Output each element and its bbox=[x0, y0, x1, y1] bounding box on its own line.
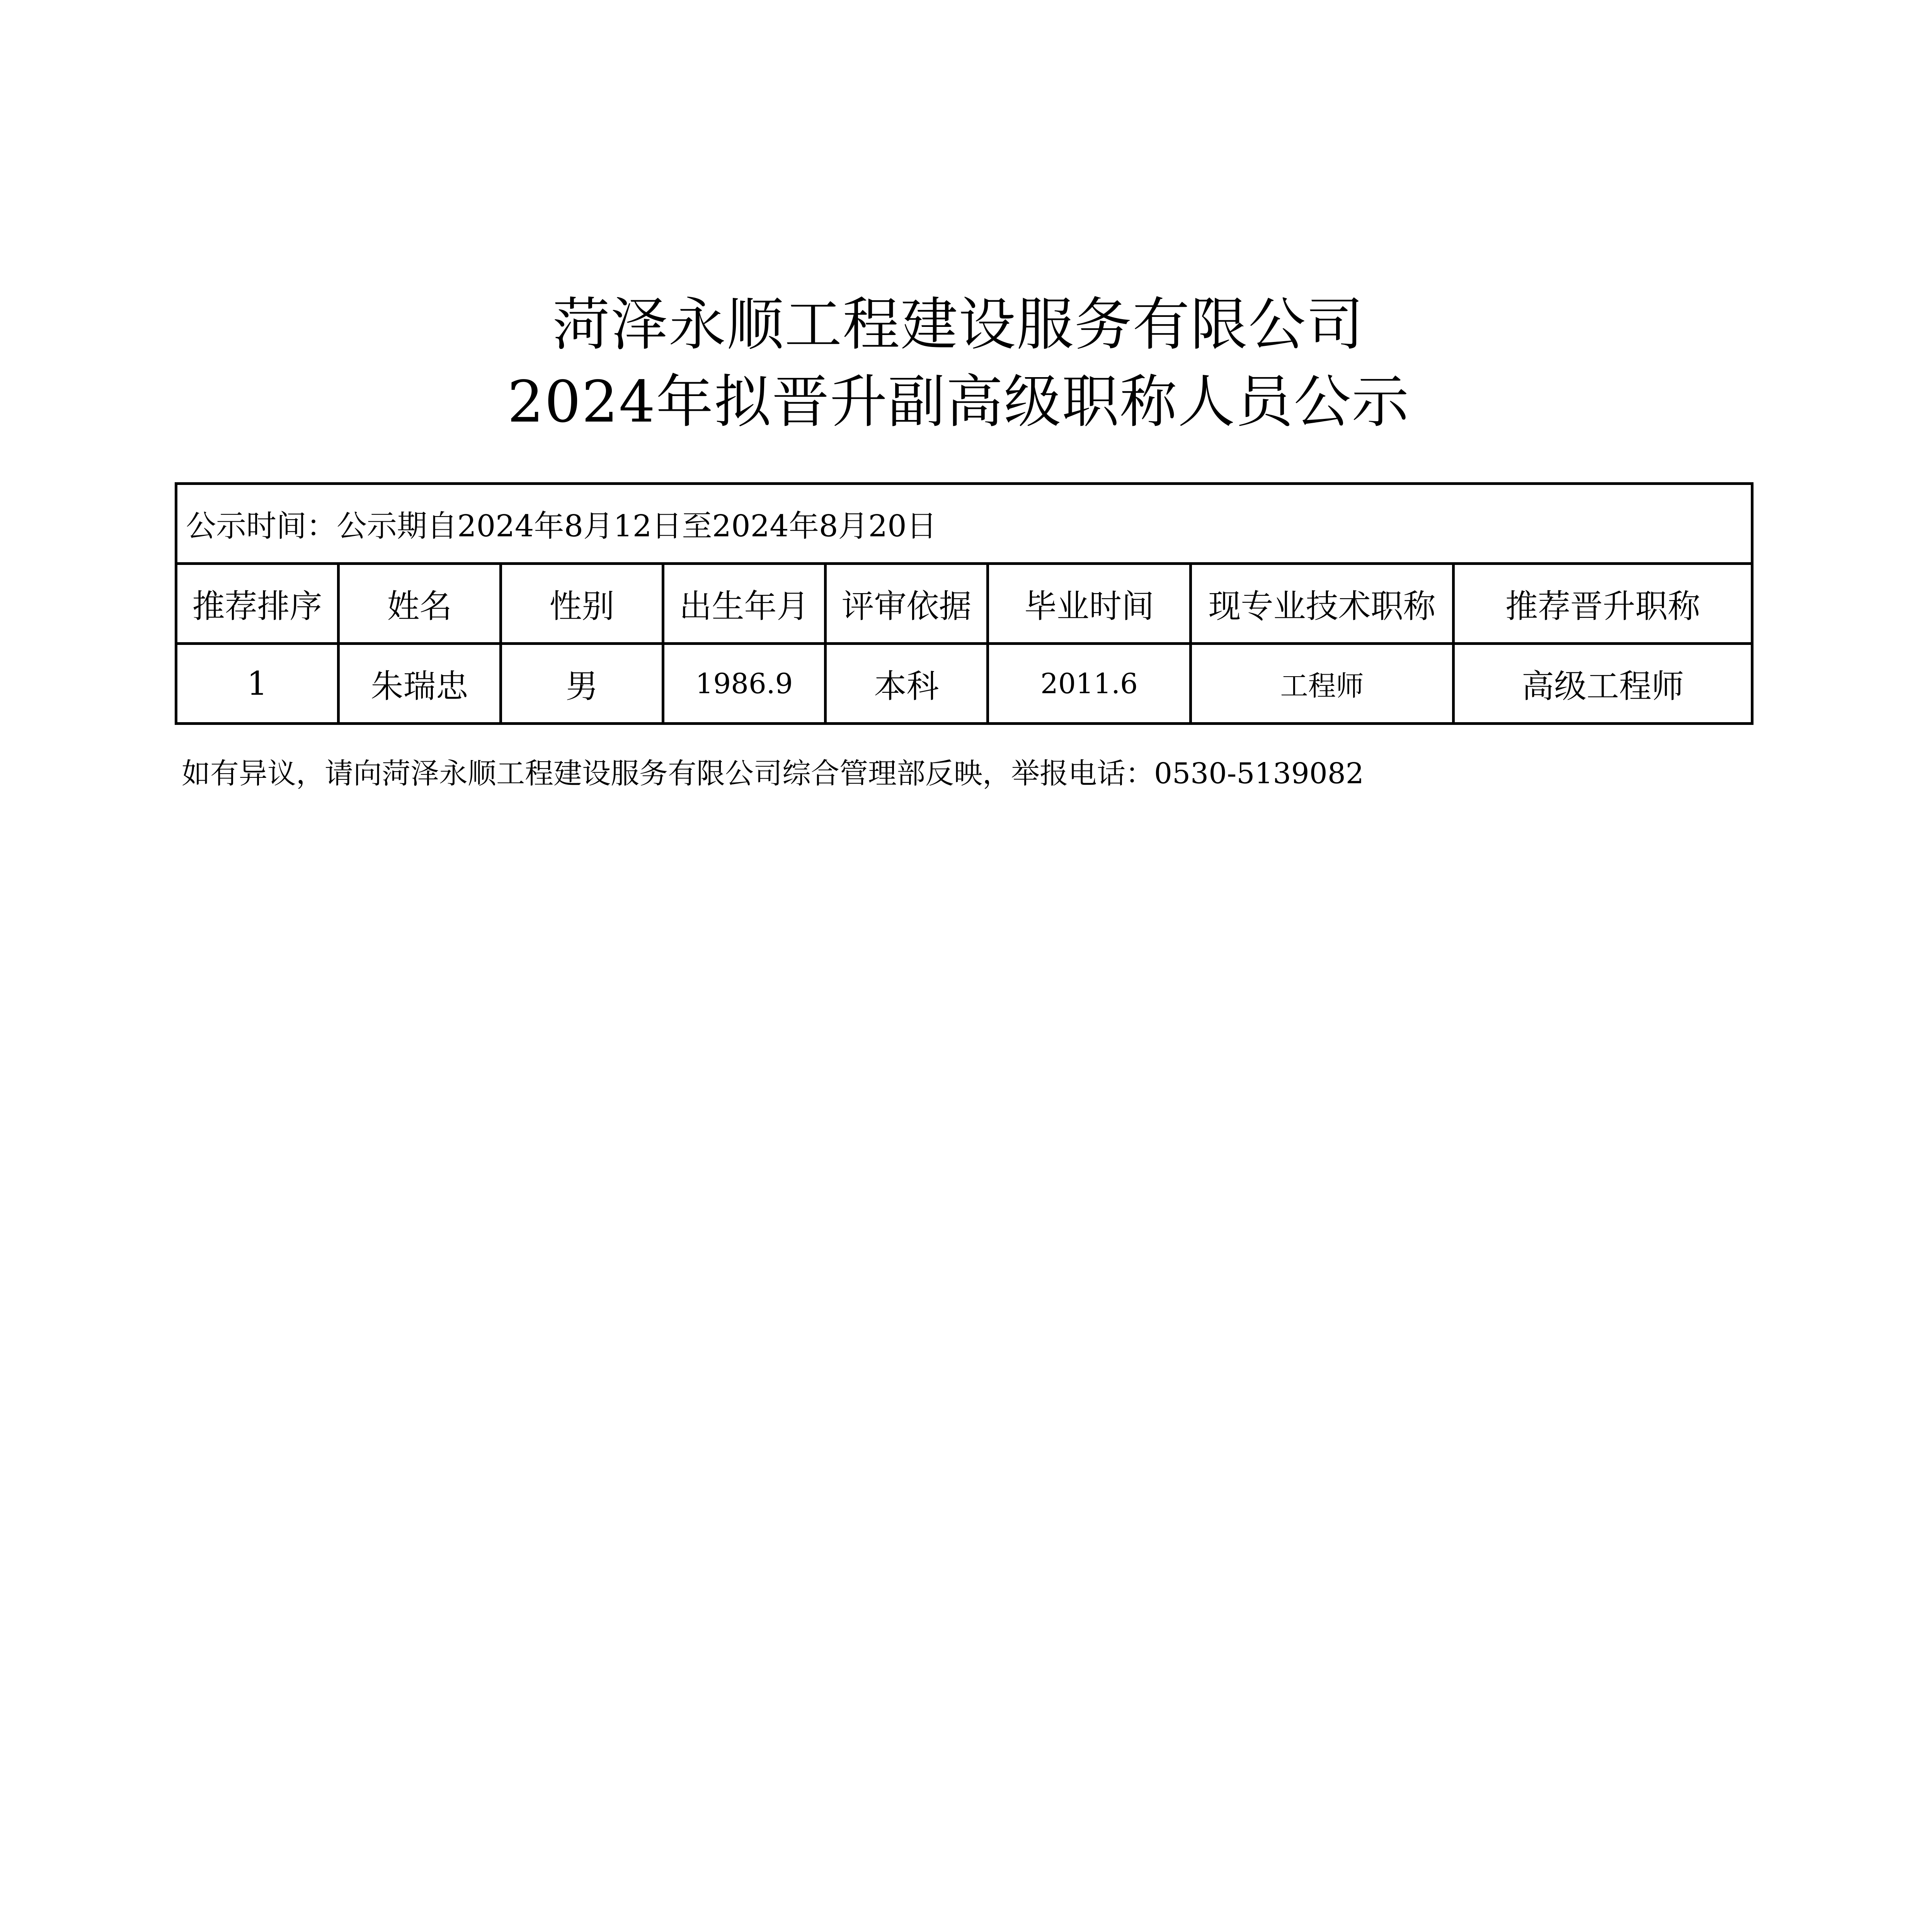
header-graduation: 毕业时间 bbox=[988, 564, 1191, 644]
header-current-title: 现专业技术职称 bbox=[1191, 564, 1454, 644]
cell-gender: 男 bbox=[501, 644, 663, 724]
cell-rank: 1 bbox=[176, 644, 339, 724]
period-row bbox=[176, 484, 1752, 564]
publicity-period: 公示时间：公示期自2024年8月12日至2024年8月20日 bbox=[176, 484, 1752, 564]
header-basis: 评审依据 bbox=[826, 564, 988, 644]
candidate-table bbox=[175, 482, 1754, 725]
title-notice-line: 2024年拟晋升副高级职称人员公示 bbox=[507, 369, 1410, 435]
header-promoted-title: 推荐晋升职称 bbox=[1454, 564, 1752, 644]
cell-birth: 1986.9 bbox=[663, 644, 826, 724]
cell-current-title: 工程师 bbox=[1191, 644, 1454, 724]
table-header-row bbox=[176, 564, 1752, 644]
header-rank: 推荐排序 bbox=[176, 564, 339, 644]
header-gender: 性别 bbox=[501, 564, 663, 644]
document-title bbox=[0, 286, 1917, 440]
cell-basis: 本科 bbox=[826, 644, 988, 724]
objection-notice: 如有异议，请向菏泽永顺工程建设服务有限公司综合管理部反映，举报电话：0530-5139082 bbox=[182, 757, 1364, 790]
cell-graduation: 2011.6 bbox=[988, 644, 1191, 724]
table-row bbox=[176, 644, 1752, 724]
cell-name: 朱瑞忠 bbox=[339, 644, 501, 724]
title-company-line: 菏泽永顺工程建设服务有限公司 bbox=[553, 291, 1364, 358]
header-birth: 出生年月 bbox=[663, 564, 826, 644]
cell-promoted-title: 高级工程师 bbox=[1454, 644, 1752, 724]
header-name: 姓名 bbox=[339, 564, 501, 644]
